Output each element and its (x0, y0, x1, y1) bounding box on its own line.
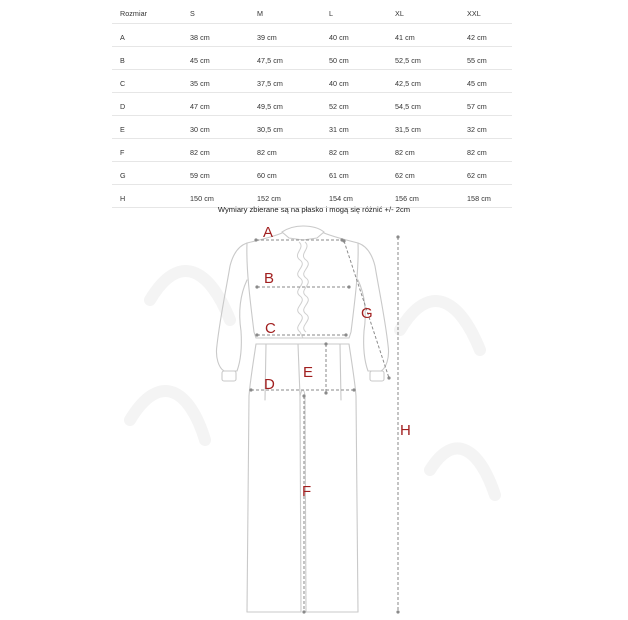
row-label: E (120, 125, 125, 134)
cell-xxl: 55 cm (467, 56, 487, 65)
cell-xl: 156 cm (395, 194, 419, 203)
cell-m: 60 cm (257, 171, 277, 180)
background-wave-decoration (130, 271, 495, 495)
cell-xxl: 158 cm (467, 194, 491, 203)
cell-xl: 31,5 cm (395, 125, 421, 134)
header-cell-xxl: XXL (467, 9, 481, 18)
cell-xl: 42,5 cm (395, 79, 421, 88)
cell-xxl: 32 cm (467, 125, 487, 134)
cell-m: 37,5 cm (257, 79, 283, 88)
measurement-end-markers (249, 235, 399, 613)
header-cell-xl: XL (395, 9, 404, 18)
measure-label-c: C (265, 320, 276, 337)
cell-xxl: 42 cm (467, 33, 487, 42)
cell-l: 82 cm (329, 148, 349, 157)
cell-l: 40 cm (329, 79, 349, 88)
measure-label-f: F (302, 483, 312, 500)
measure-label-e: E (303, 364, 314, 381)
cell-s: 38 cm (190, 33, 210, 42)
cell-xl: 41 cm (395, 33, 415, 42)
cell-l: 154 cm (329, 194, 353, 203)
row-label: B (120, 56, 125, 65)
row-label: C (120, 79, 126, 88)
cell-m: 47,5 cm (257, 56, 283, 65)
cell-xl: 54,5 cm (395, 102, 421, 111)
cell-xxl: 57 cm (467, 102, 487, 111)
measurement-note: Wymiary zbierane są na płasko i mogą się różnić +/- 2cm (217, 205, 411, 214)
header-cell-l: L (329, 9, 334, 18)
row-label: H (120, 194, 126, 203)
cell-l: 52 cm (329, 102, 349, 111)
cell-l: 40 cm (329, 33, 349, 42)
cell-s: 35 cm (190, 79, 210, 88)
cell-m: 30,5 cm (257, 125, 283, 134)
cell-s: 45 cm (190, 56, 210, 65)
cell-s: 47 cm (190, 102, 210, 111)
row-label: G (120, 171, 126, 180)
cell-xl: 52,5 cm (395, 56, 421, 65)
cell-l: 61 cm (329, 171, 349, 180)
header-cell-rozmiar: Rozmiar (120, 9, 148, 18)
measure-label-b: B (264, 270, 275, 287)
row-label: A (120, 33, 125, 42)
cell-l: 31 cm (329, 125, 349, 134)
cell-m: 152 cm (257, 194, 281, 203)
cell-m: 39 cm (257, 33, 277, 42)
cell-xl: 82 cm (395, 148, 415, 157)
header-cell-s: S (190, 9, 195, 18)
jumpsuit-outline (216, 226, 388, 612)
ruffle-detail (297, 242, 308, 338)
measure-label-a: A (263, 224, 274, 241)
row-label: D (120, 102, 126, 111)
cell-xxl: 82 cm (467, 148, 487, 157)
cell-s: 59 cm (190, 171, 210, 180)
cell-s: 150 cm (190, 194, 214, 203)
cell-xxl: 62 cm (467, 171, 487, 180)
cell-m: 49,5 cm (257, 102, 283, 111)
cell-l: 50 cm (329, 56, 349, 65)
row-label: F (120, 148, 125, 157)
cell-s: 30 cm (190, 125, 210, 134)
cell-m: 82 cm (257, 148, 277, 157)
measurement-lines (251, 237, 398, 612)
measure-label-d: D (264, 376, 275, 393)
measure-label-g: G (361, 305, 373, 322)
measure-label-h: H (400, 422, 411, 439)
header-cell-m: M (257, 9, 264, 18)
cell-xl: 62 cm (395, 171, 415, 180)
cell-s: 82 cm (190, 148, 210, 157)
cell-xxl: 45 cm (467, 79, 487, 88)
